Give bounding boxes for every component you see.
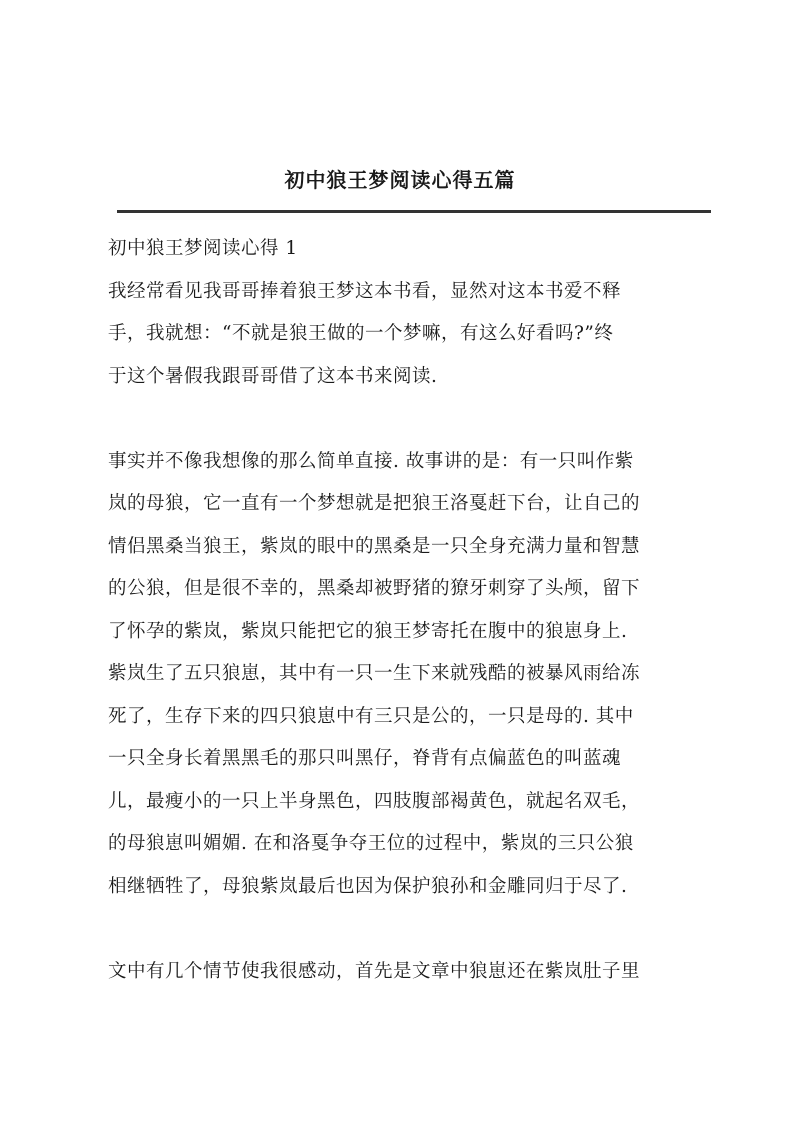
- section-heading: 初中狼王梦阅读心得 1: [108, 238, 298, 259]
- paragraph-2-line-1: 事实并不像我想像的那么简单直接. 故事讲的是：有一只叫作紫: [108, 450, 634, 472]
- paragraph-1-line-3: 于这个暑假我跟哥哥借了这本书来阅读.: [108, 365, 438, 387]
- paragraph-1-line-1: 我经常看见我哥哥捧着狼王梦这本书看，显然对这本书爱不释: [108, 280, 622, 302]
- paragraph-2-line-11: 相继牺牲了，母狼紫岚最后也因为保护狼孙和金雕同归于尽了.: [108, 875, 628, 897]
- paragraph-2-line-3: 情侣黑桑当狼王，紫岚的眼中的黑桑是一只全身充满力量和智慧: [108, 535, 641, 557]
- document-title: 初中狼王梦阅读心得五篇: [284, 168, 516, 192]
- document-body: [108, 228, 708, 993]
- paragraph-3-line-1: 文中有几个情节使我很感动，首先是文章中狼崽还在紫岚肚子里: [108, 960, 641, 982]
- paragraph-spacer: [108, 908, 708, 951]
- paragraph-2-line-8: 一只全身长着黑黑毛的那只叫黑仔，脊背有点偏蓝色的叫蓝魂: [108, 748, 622, 769]
- paragraph-2-line-6: 紫岚生了五只狼崽，其中有一只一生下来就残酷的被暴风雨给冻: [108, 663, 641, 684]
- title-underline: [117, 210, 711, 213]
- paragraph-2-line-5: 了怀孕的紫岚，紫岚只能把它的狼王梦寄托在腹中的狼崽身上.: [108, 620, 628, 642]
- paragraph-2-line-7: 死了，生存下来的四只狼崽中有三只是公的，一只是母的. 其中: [108, 705, 634, 727]
- paragraph-2-line-10: 的母狼崽叫媚媚. 在和洛戛争夺王位的过程中，紫岚的三只公狼: [108, 833, 634, 854]
- paragraph-2-line-2: 岚的母狼，它一直有一个梦想就是把狼王洛戛赶下台，让自己的: [108, 493, 641, 514]
- paragraph-2-line-4: 的公狼，但是很不幸的，黑桑却被野猪的獠牙刺穿了头颅，留下: [108, 578, 641, 599]
- paragraph-2-line-9: 儿，最瘦小的一只上半身黑色，四肢腹部褐黄色，就起名双毛，: [108, 790, 641, 812]
- paragraph-1-line-2: 手，我就想：“不就是狼王做的一个梦嘛，有这么好看吗?”终: [108, 323, 614, 344]
- paragraph-spacer: [108, 398, 708, 441]
